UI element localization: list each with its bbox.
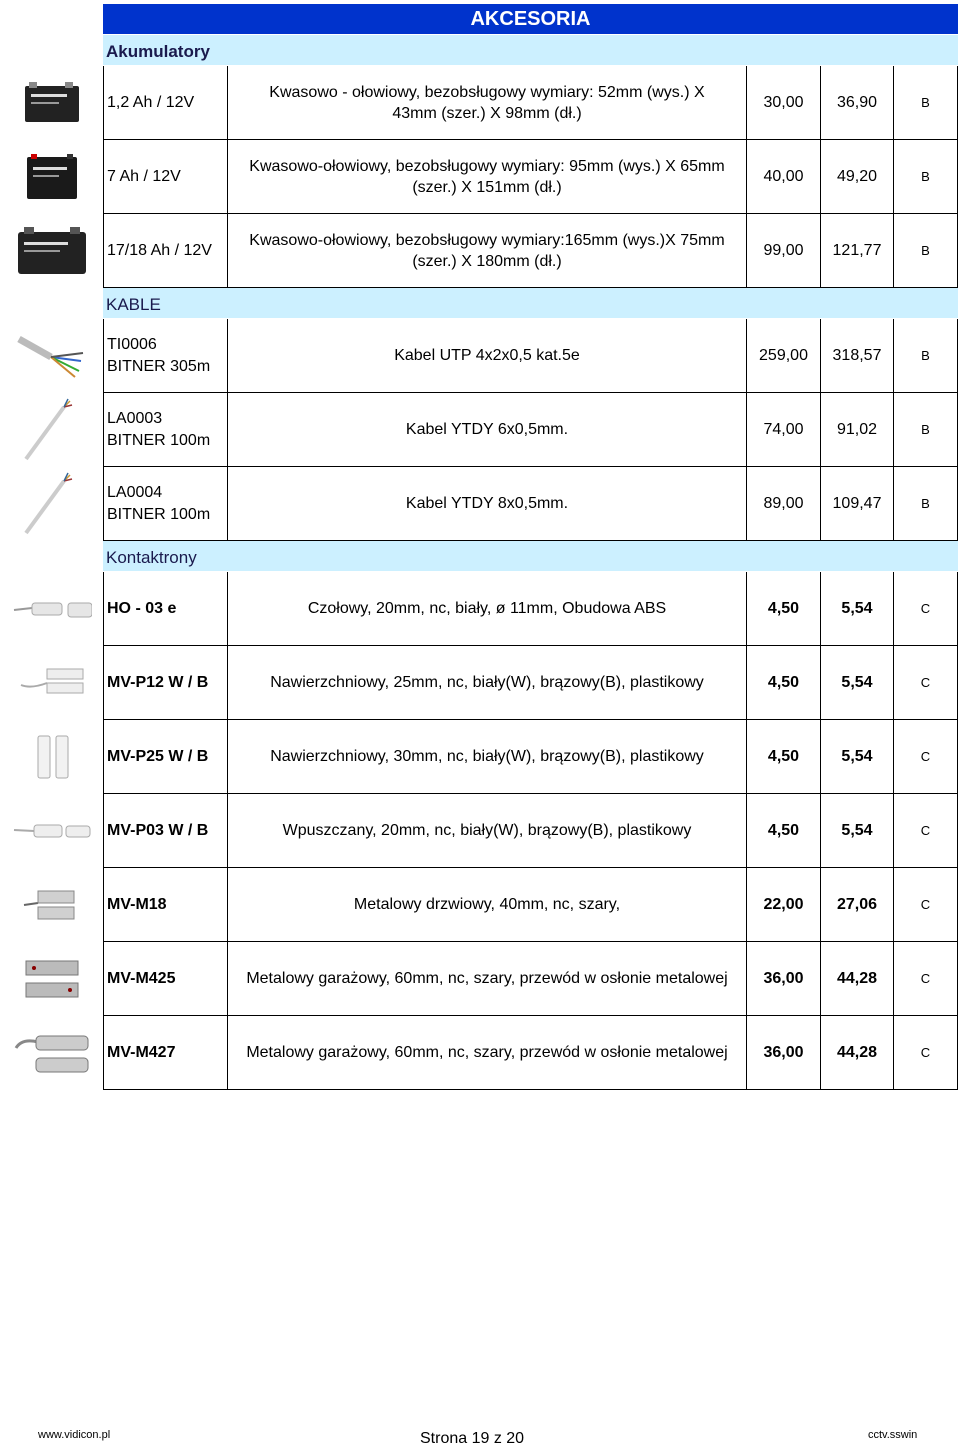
price-group: B (893, 393, 958, 467)
product-name: LA0004 BITNER 100m (103, 467, 227, 541)
battery-medium-icon (0, 140, 103, 214)
reed-garage-icon (0, 942, 103, 1016)
table-row (0, 319, 960, 393)
price-gross: 121,77 (820, 214, 893, 288)
price-net: 36,00 (746, 1016, 820, 1090)
price-net: 36,00 (746, 942, 820, 1016)
price-gross: 5,54 (820, 794, 893, 868)
price-group: C (893, 646, 958, 720)
product-name: MV-P25 W / B (103, 720, 227, 794)
price-net: 259,00 (746, 319, 820, 393)
product-name: LA0003 BITNER 100m (103, 393, 227, 467)
price-net: 4,50 (746, 572, 820, 646)
battery-large-icon (0, 214, 103, 288)
price-group: C (893, 572, 958, 646)
product-name: MV-M425 (103, 942, 227, 1016)
price-net: 30,00 (746, 66, 820, 140)
price-group: B (893, 214, 958, 288)
utp-cable-icon (0, 319, 103, 393)
product-name: MV-M18 (103, 868, 227, 942)
price-gross: 36,90 (820, 66, 893, 140)
page-number: Strona 19 z 20 (420, 1430, 525, 1447)
product-description: Kabel YTDY 6x0,5mm. (227, 393, 746, 467)
product-description: Nawierzchniowy, 30mm, nc, biały(W), brązowy(B), plastikowy (227, 720, 746, 794)
table-row (0, 868, 960, 942)
table-row (0, 467, 960, 541)
table-row (0, 720, 960, 794)
price-group: B (893, 319, 958, 393)
product-description: Metalowy garażowy, 60mm, nc, szary, przewód w osłonie metalowej (227, 1016, 746, 1090)
price-gross: 318,57 (820, 319, 893, 393)
price-net: 4,50 (746, 794, 820, 868)
product-description: Kwasowo-ołowiowy, bezobsługowy wymiary:165mm (wys.)X 75mm (szer.) X 180mm (dł.) (227, 214, 746, 288)
product-description: Wpuszczany, 20mm, nc, biały(W), brązowy(B), plastikowy (227, 794, 746, 868)
footer-code: cctv.sswin (868, 1429, 918, 1441)
reed-metal-icon (0, 868, 103, 942)
price-gross: 5,54 (820, 646, 893, 720)
category-akumulatory: Akumulatory (103, 35, 958, 65)
price-group: C (893, 942, 958, 1016)
table-row (0, 572, 960, 646)
price-group: C (893, 1016, 958, 1090)
price-group: C (893, 868, 958, 942)
table-row (0, 214, 960, 288)
price-group: C (893, 794, 958, 868)
price-net: 89,00 (746, 467, 820, 541)
product-name: TI0006 BITNER 305m (103, 319, 227, 393)
reed-cylinder-icon (0, 572, 103, 646)
price-gross: 5,54 (820, 572, 893, 646)
price-gross: 27,06 (820, 868, 893, 942)
reed-garage-cable-icon (0, 1016, 103, 1090)
table-row (0, 1016, 960, 1090)
price-net: 74,00 (746, 393, 820, 467)
product-name: MV-M427 (103, 1016, 227, 1090)
price-net: 99,00 (746, 214, 820, 288)
price-gross: 44,28 (820, 942, 893, 1016)
table-row (0, 140, 960, 214)
product-description: Metalowy drzwiowy, 40mm, nc, szary, (227, 868, 746, 942)
table-row (0, 942, 960, 1016)
battery-small-icon (0, 66, 103, 140)
alarm-cable-icon (0, 467, 103, 541)
table-row (0, 646, 960, 720)
price-net: 4,50 (746, 720, 820, 794)
price-gross: 91,02 (820, 393, 893, 467)
price-group: C (893, 720, 958, 794)
product-name: 17/18 Ah / 12V (103, 214, 227, 288)
product-description: Kwasowo - ołowiowy, bezobsługowy wymiary: 52mm (wys.) X 43mm (szer.) X 98mm (dł.) (227, 66, 746, 140)
price-group: B (893, 467, 958, 541)
category-kable: KABLE (103, 288, 958, 318)
table-row (0, 66, 960, 140)
product-description: Kabel YTDY 8x0,5mm. (227, 467, 746, 541)
reed-recessed-icon (0, 794, 103, 868)
reed-pair-icon (0, 720, 103, 794)
product-name: 7 Ah / 12V (103, 140, 227, 214)
product-description: Metalowy garażowy, 60mm, nc, szary, przewód w osłonie metalowej (227, 942, 746, 1016)
product-name: 1,2 Ah / 12V (103, 66, 227, 140)
table-row (0, 794, 960, 868)
product-name: MV-P03 W / B (103, 794, 227, 868)
price-gross: 109,47 (820, 467, 893, 541)
table-row (0, 393, 960, 467)
price-net: 4,50 (746, 646, 820, 720)
page-title: AKCESORIA (103, 4, 958, 34)
price-gross: 5,54 (820, 720, 893, 794)
reed-surface-icon (0, 646, 103, 720)
product-name: HO - 03 e (103, 572, 227, 646)
product-description: Nawierzchniowy, 25mm, nc, biały(W), brązowy(B), plastikowy (227, 646, 746, 720)
price-gross: 44,28 (820, 1016, 893, 1090)
product-description: Czołowy, 20mm, nc, biały, ø 11mm, Obudowa ABS (227, 572, 746, 646)
price-net: 40,00 (746, 140, 820, 214)
footer-website-link[interactable]: www.vidicon.pl (38, 1429, 111, 1441)
price-net: 22,00 (746, 868, 820, 942)
product-description: Kwasowo-ołowiowy, bezobsługowy wymiary: 95mm (wys.) X 65mm (szer.) X 151mm (dł.) (227, 140, 746, 214)
price-group: B (893, 66, 958, 140)
alarm-cable-icon (0, 393, 103, 467)
price-gross: 49,20 (820, 140, 893, 214)
price-group: B (893, 140, 958, 214)
category-kontaktrony: Kontaktrony (103, 541, 958, 571)
product-description: Kabel UTP 4x2x0,5 kat.5e (227, 319, 746, 393)
product-name: MV-P12 W / B (103, 646, 227, 720)
